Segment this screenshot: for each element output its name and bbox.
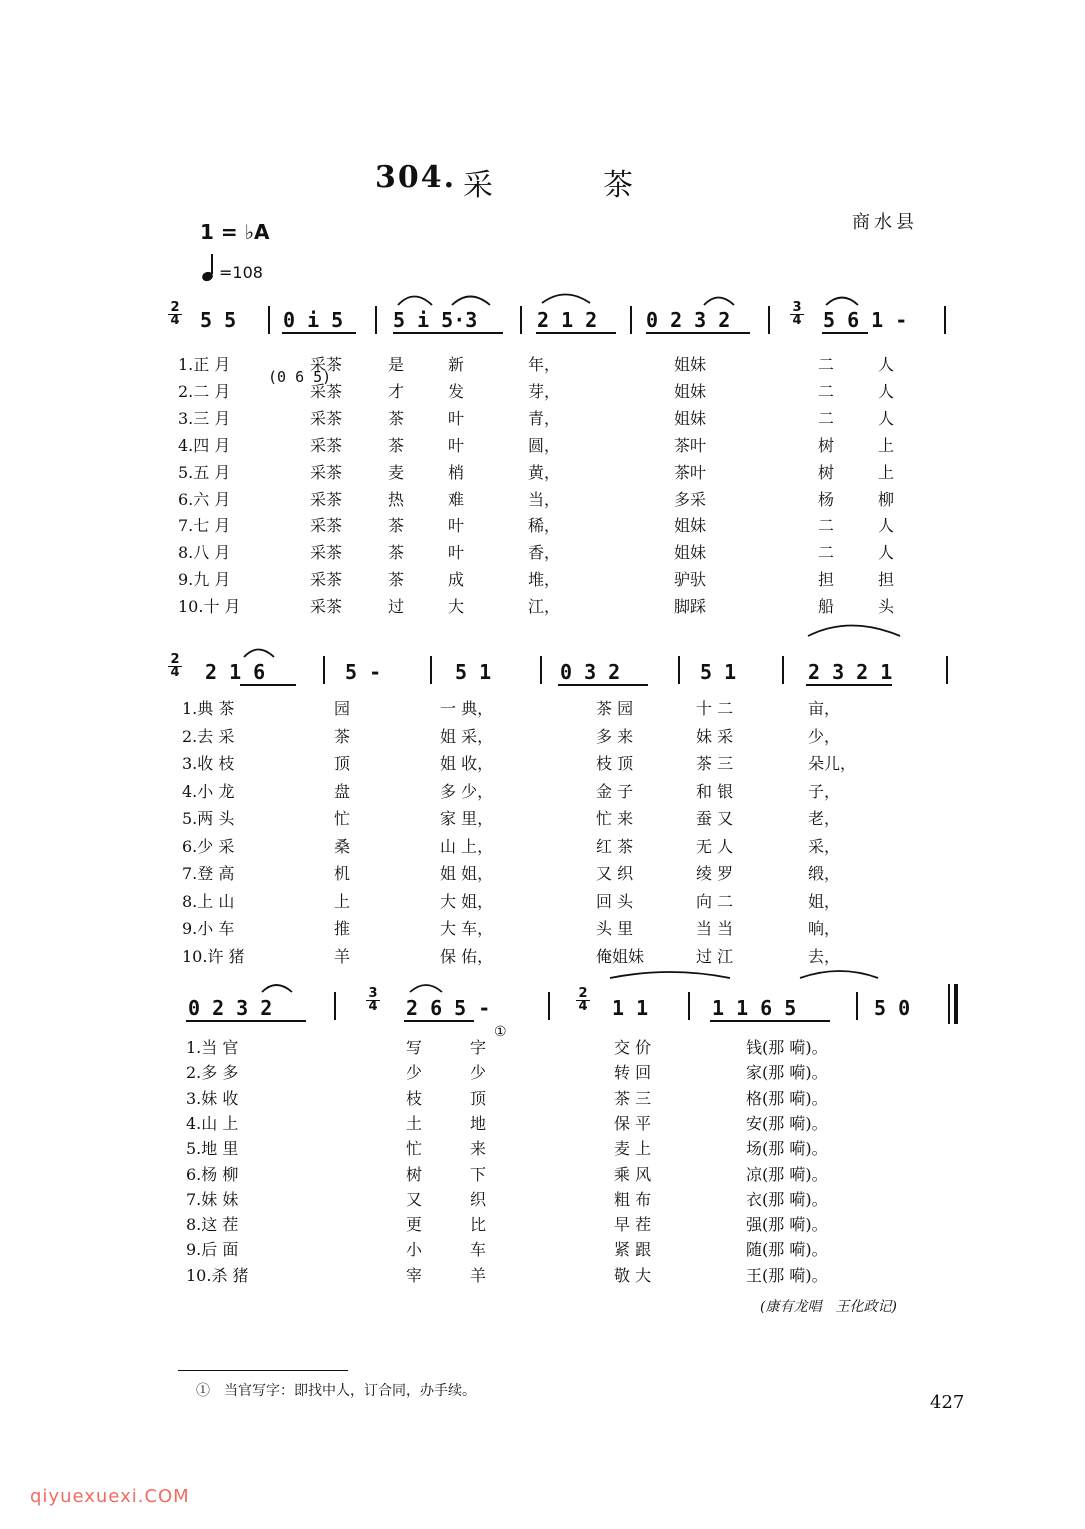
lyric-word: 香， (528, 543, 561, 563)
lyric-word: 采茶 (310, 408, 343, 428)
verse-line-start: 9.后 面 (186, 1240, 239, 1260)
lyric-word: 子， (808, 781, 841, 801)
verse-line-start: 3.妹 收 (186, 1088, 239, 1108)
lyric-word: 采， (808, 836, 841, 856)
lyric-word: 十 二 (696, 699, 734, 718)
song-number: 304. (375, 160, 457, 195)
lyric-word: 地 (470, 1113, 487, 1133)
key-signature: 1 = ♭A (200, 220, 270, 244)
lyric-word: 保 佑， (440, 946, 494, 966)
lyric-word: 二 (818, 516, 835, 536)
lyric-word: 姐妹 (674, 516, 707, 536)
lyric-word: 姐， (808, 891, 841, 911)
lyric-word: 采茶 (310, 489, 343, 509)
lyric-word: 驴驮 (674, 570, 707, 590)
lyric-word: 麦 上 (614, 1139, 652, 1159)
lyric-word: 回 头 (596, 891, 634, 911)
measure: 2 1 2 (537, 308, 598, 332)
lyric-word: 王(那 嗬)。 (746, 1265, 828, 1285)
lyric-word: 山 上， (440, 836, 494, 856)
lyric-word: 妹 采 (696, 726, 734, 746)
lyric-word: 场(那 嗬)。 (746, 1139, 828, 1159)
lyric-word: 早 茬 (614, 1215, 652, 1235)
lyric-word: 成 (448, 570, 465, 590)
lyric-word: 机 (334, 864, 351, 883)
measure: 5 5 (200, 308, 237, 332)
lyric-word: 大 姐， (440, 891, 494, 911)
lyric-word: 黄， (528, 462, 561, 482)
measure: 2 6 5 - (406, 996, 491, 1020)
lyric-word: 过 江 (696, 946, 734, 966)
lyric-word: 宰 (406, 1265, 423, 1285)
lyric-word: 叶 (448, 408, 465, 428)
verse-line-start: 8.这 茬 (186, 1215, 239, 1235)
lyric-word: 字 (470, 1038, 487, 1057)
lyric-word: 多采 (674, 489, 707, 509)
lyric-word: 茶 (334, 726, 351, 746)
lyric-word: 忙 来 (596, 809, 634, 828)
lyric-word: 家(那 嗬)。 (746, 1063, 828, 1083)
credit-line: (康有龙唱 王化政记) (760, 1299, 897, 1315)
lyric-word: 芽， (528, 381, 561, 401)
lyric-word: 新 (448, 355, 465, 374)
lyric-word: 多 少， (440, 781, 494, 801)
lyric-word: 园 (334, 699, 351, 718)
lyric-word: 堆， (528, 570, 561, 590)
lyric-word: 发 (448, 381, 465, 401)
lyric-word: 茶 园 (596, 699, 634, 718)
lyric-word: 老， (808, 809, 841, 828)
lyric-word: 顶 (334, 754, 351, 773)
slur (610, 972, 730, 978)
slur (452, 297, 490, 306)
verse-line-start: 10.杀 猪 (186, 1265, 249, 1285)
lyric-word: 上 (878, 435, 895, 455)
lyric-word: 叶 (448, 543, 465, 563)
verse-line-start: 2.二 月 (178, 381, 231, 401)
measure: 5 0 (874, 996, 911, 1020)
lyric-word: 过 (388, 597, 405, 617)
lyric-word: 朵儿， (808, 754, 857, 773)
measure: 0 2 3 2 (646, 308, 731, 332)
lyric-word: 稀， (528, 516, 561, 536)
verse-line-start: 5.地 里 (186, 1139, 239, 1159)
time-signature: 3 4 (366, 988, 380, 1013)
lyric-word: 茶 (388, 516, 405, 536)
verse-line-start: 1.当 官 (186, 1038, 239, 1057)
time-signature: 3 4 (790, 302, 804, 327)
lyric-word: 叶 (448, 516, 465, 536)
lyric-word: 去， (808, 946, 841, 966)
verse-line-start: 8.上 山 (182, 891, 235, 911)
lyric-word: 红 茶 (596, 836, 634, 856)
verse-line-start: 4.小 龙 (182, 781, 235, 801)
verse-line-start: 6.少 采 (182, 836, 235, 856)
lyric-word: 多 来 (596, 726, 634, 746)
lyric-word: 响， (808, 919, 841, 938)
verse-line-start: 7.登 高 (182, 864, 235, 883)
measure: 5 1 (700, 660, 737, 684)
lyric-word: 人 (878, 381, 895, 401)
lyric-word: 是 (388, 355, 405, 374)
lyric-word: 采茶 (310, 462, 343, 482)
lyric-word: 桑 (334, 836, 351, 856)
footnote-marker: ① (494, 1024, 507, 1040)
lyric-word: 家 里， (440, 809, 494, 828)
lyric-word: 采茶 (310, 355, 343, 374)
verse-line-start: 4.四 月 (178, 435, 231, 455)
lyric-word: 保 平 (614, 1113, 652, 1133)
lyric-word: 茶 (388, 435, 405, 455)
lyric-word: 姐 姐， (440, 864, 494, 883)
verse-line-start: 9.小 车 (182, 919, 235, 938)
lyric-word: 车 (470, 1240, 487, 1260)
verse-line-start: 3.三 月 (178, 408, 231, 428)
lyric-word: 姐 收， (440, 754, 494, 773)
lyric-word: 随(那 嗬)。 (746, 1240, 828, 1260)
slur (410, 985, 442, 992)
measure: 0 2 3 2 (188, 996, 273, 1020)
lyric-word: 乘 风 (614, 1164, 652, 1184)
slur (704, 298, 734, 306)
measure: 2 1 6 (205, 660, 266, 684)
lyric-word: 茶 (388, 543, 405, 563)
lyric-word: 茶叶 (674, 435, 707, 455)
lyric-word: 树 (406, 1164, 423, 1184)
lyric-word: 大 (448, 597, 465, 617)
verse-line-start: 3.收 枝 (182, 754, 235, 773)
page-number: 427 (930, 1392, 965, 1413)
lyric-word: 茶 三 (696, 754, 734, 773)
lyric-word: 人 (878, 355, 895, 374)
verse-line-start: 8.八 月 (178, 543, 231, 563)
lyric-word: 圆， (528, 435, 561, 455)
verse-line-start: 5.两 头 (182, 809, 235, 828)
lyric-word: 树 (818, 435, 835, 455)
time-signature: 2 4 (168, 302, 182, 327)
lyric-word: 衣(那 嗬)。 (746, 1189, 828, 1209)
measure: 1 1 6 5 (712, 996, 797, 1020)
lyric-word: 头 里 (596, 919, 634, 938)
slur (262, 985, 292, 992)
lyric-word: 难 (448, 489, 465, 509)
lyric-word: 推 (334, 919, 351, 938)
lyric-word: 钱(那 嗬)。 (746, 1038, 828, 1057)
lyric-word: 又 (406, 1189, 423, 1209)
lyric-word: 采茶 (310, 381, 343, 401)
verse-line-start: 5.五 月 (178, 462, 231, 482)
slur (244, 650, 274, 658)
lyric-word: 亩， (808, 699, 841, 718)
lyric-word: 羊 (334, 946, 351, 966)
lyric-word: 热 (388, 489, 405, 509)
lyric-word: 采茶 (310, 435, 343, 455)
lyric-word: 茶 (388, 408, 405, 428)
title-char-2: 茶 (603, 168, 635, 203)
lyric-word: 蚕 又 (696, 809, 734, 828)
lyric-word: 羊 (470, 1265, 487, 1285)
lyric-word: 青， (528, 408, 561, 428)
lyric-word: 织 (470, 1189, 487, 1209)
lyric-word: 向 二 (696, 891, 734, 911)
lyric-word: 写 (406, 1038, 423, 1057)
measure: 2 3 2 1 (808, 660, 893, 684)
tempo-value: =108 (219, 263, 263, 282)
measure: 5 1 (455, 660, 492, 684)
lyric-word: 枝 顶 (596, 754, 634, 773)
lyric-word: 大 车， (440, 919, 494, 938)
footnote-divider (178, 1370, 348, 1371)
lyric-word: 二 (818, 381, 835, 401)
lyric-word: 人 (878, 516, 895, 536)
lyric-word: 敬 大 (614, 1265, 652, 1285)
lyric-word: 姐妹 (674, 355, 707, 374)
lyric-word: 更 (406, 1215, 423, 1235)
lyric-word: 顶 (470, 1088, 487, 1108)
lyric-word: 江， (528, 597, 561, 617)
lyric-word: 二 (818, 355, 835, 374)
lyric-word: 茶 三 (614, 1088, 652, 1108)
lyric-word: 和 银 (696, 781, 734, 801)
lyric-word: 忙 (406, 1139, 423, 1159)
lyric-word: 少 (406, 1063, 423, 1083)
lyric-word: 船 (818, 597, 835, 617)
lyric-word: 少 (470, 1063, 487, 1083)
lyric-word: 脚踩 (674, 597, 707, 617)
slur (800, 971, 878, 978)
lyric-word: 比 (470, 1215, 487, 1235)
lyric-word: 俺姐妹 (596, 946, 645, 966)
verse-line-start: 1.正 月 (178, 355, 231, 374)
title-char-1: 采 (463, 168, 495, 203)
lyric-word: 茶叶 (674, 462, 707, 482)
lyric-word: 采茶 (310, 543, 343, 563)
lyric-word: 一 典， (440, 699, 494, 718)
lyric-word: 二 (818, 408, 835, 428)
slur (826, 298, 858, 306)
lyric-word: 强(那 嗬)。 (746, 1215, 828, 1235)
lyric-word: 上 (334, 891, 351, 911)
lyric-word: 转 回 (614, 1063, 652, 1083)
verse-line-start: 1.典 茶 (182, 699, 235, 718)
lyric-word: 安(那 嗬)。 (746, 1113, 828, 1133)
lyric-word: 杨 (818, 489, 835, 509)
lyric-word: 忙 (334, 809, 351, 828)
measure: 5 i 5·3 (393, 308, 478, 332)
lyric-word: 采茶 (310, 570, 343, 590)
verse-line-start: 6.杨 柳 (186, 1164, 239, 1184)
lyric-word: 又 织 (596, 864, 634, 883)
lyric-word: 金 子 (596, 781, 634, 801)
lyric-word: 才 (388, 381, 405, 401)
lyric-word: 人 (878, 408, 895, 428)
lyric-word: 姐 采， (440, 726, 494, 746)
verse-line-start: 6.六 月 (178, 489, 231, 509)
lyric-word: 粗 布 (614, 1189, 652, 1209)
lyric-word: 头 (878, 597, 895, 617)
measure: 0 3 2 (560, 660, 621, 684)
lyric-word: 担 (818, 570, 835, 590)
lyric-word: 叶 (448, 435, 465, 455)
lyric-word: 姐妹 (674, 543, 707, 563)
verse-line-start: 7.妹 妹 (186, 1189, 239, 1209)
lyric-word: 二 (818, 543, 835, 563)
measure: 5 6 1 - (823, 308, 908, 332)
slur (808, 626, 900, 637)
verse-line-start: 10.许 猪 (182, 946, 245, 966)
lyric-word: 茶 (388, 570, 405, 590)
lyric-word: 凉(那 嗬)。 (746, 1164, 828, 1184)
measure: 0 i 5 (283, 308, 344, 332)
pickup-note: (0 6 5) (268, 368, 332, 386)
lyric-word: 当， (528, 489, 561, 509)
lyric-word: 上 (878, 462, 895, 482)
lyric-word: 树 (818, 462, 835, 482)
watermark: qiyuexuexi.COM (30, 1486, 190, 1507)
lyric-word: 采茶 (310, 516, 343, 536)
lyric-word: 枝 (406, 1088, 423, 1108)
slur (542, 295, 590, 304)
verse-line-start: 9.九 月 (178, 570, 231, 590)
lyric-word: 紧 跟 (614, 1240, 652, 1260)
verse-line-start: 4.山 上 (186, 1113, 239, 1133)
region-label: 商水县 (852, 212, 918, 233)
verse-line-start: 2.去 采 (182, 726, 235, 746)
verse-line-start: 10.十 月 (178, 597, 241, 617)
lyric-word: 当 当 (696, 919, 734, 938)
lyric-word: 下 (470, 1164, 487, 1184)
lyric-word: 柳 (878, 489, 895, 509)
lyric-word: 少， (808, 726, 841, 746)
verse-line-start: 2.多 多 (186, 1063, 239, 1083)
verse-line-start: 7.七 月 (178, 516, 231, 536)
time-signature: 2 4 (168, 654, 182, 679)
measure: 5 - (345, 660, 382, 684)
lyric-word: 采茶 (310, 597, 343, 617)
slur (398, 297, 432, 306)
lyric-word: 姐妹 (674, 381, 707, 401)
lyric-word: 缎， (808, 864, 841, 883)
lyric-word: 年， (528, 355, 561, 374)
time-signature: 2 4 (576, 988, 590, 1013)
lyric-word: 担 (878, 570, 895, 590)
lyric-word: 交 价 (614, 1038, 652, 1057)
lyric-word: 小 (406, 1240, 423, 1260)
lyric-word: 无 人 (696, 836, 734, 856)
lyric-word: 人 (878, 543, 895, 563)
measure: 1 1 (612, 996, 649, 1020)
lyric-word: 土 (406, 1113, 423, 1133)
lyric-word: 来 (470, 1139, 487, 1159)
lyric-word: 绫 罗 (696, 864, 734, 883)
lyric-word: 姐妹 (674, 408, 707, 428)
lyric-word: 格(那 嗬)。 (746, 1088, 828, 1108)
footnote-text: ① 当官写字：即找中人，订合同，办手续。 (196, 1383, 476, 1399)
lyric-word: 盘 (334, 781, 351, 801)
lyric-word: 麦 (388, 462, 405, 482)
lyric-word: 梢 (448, 462, 465, 482)
